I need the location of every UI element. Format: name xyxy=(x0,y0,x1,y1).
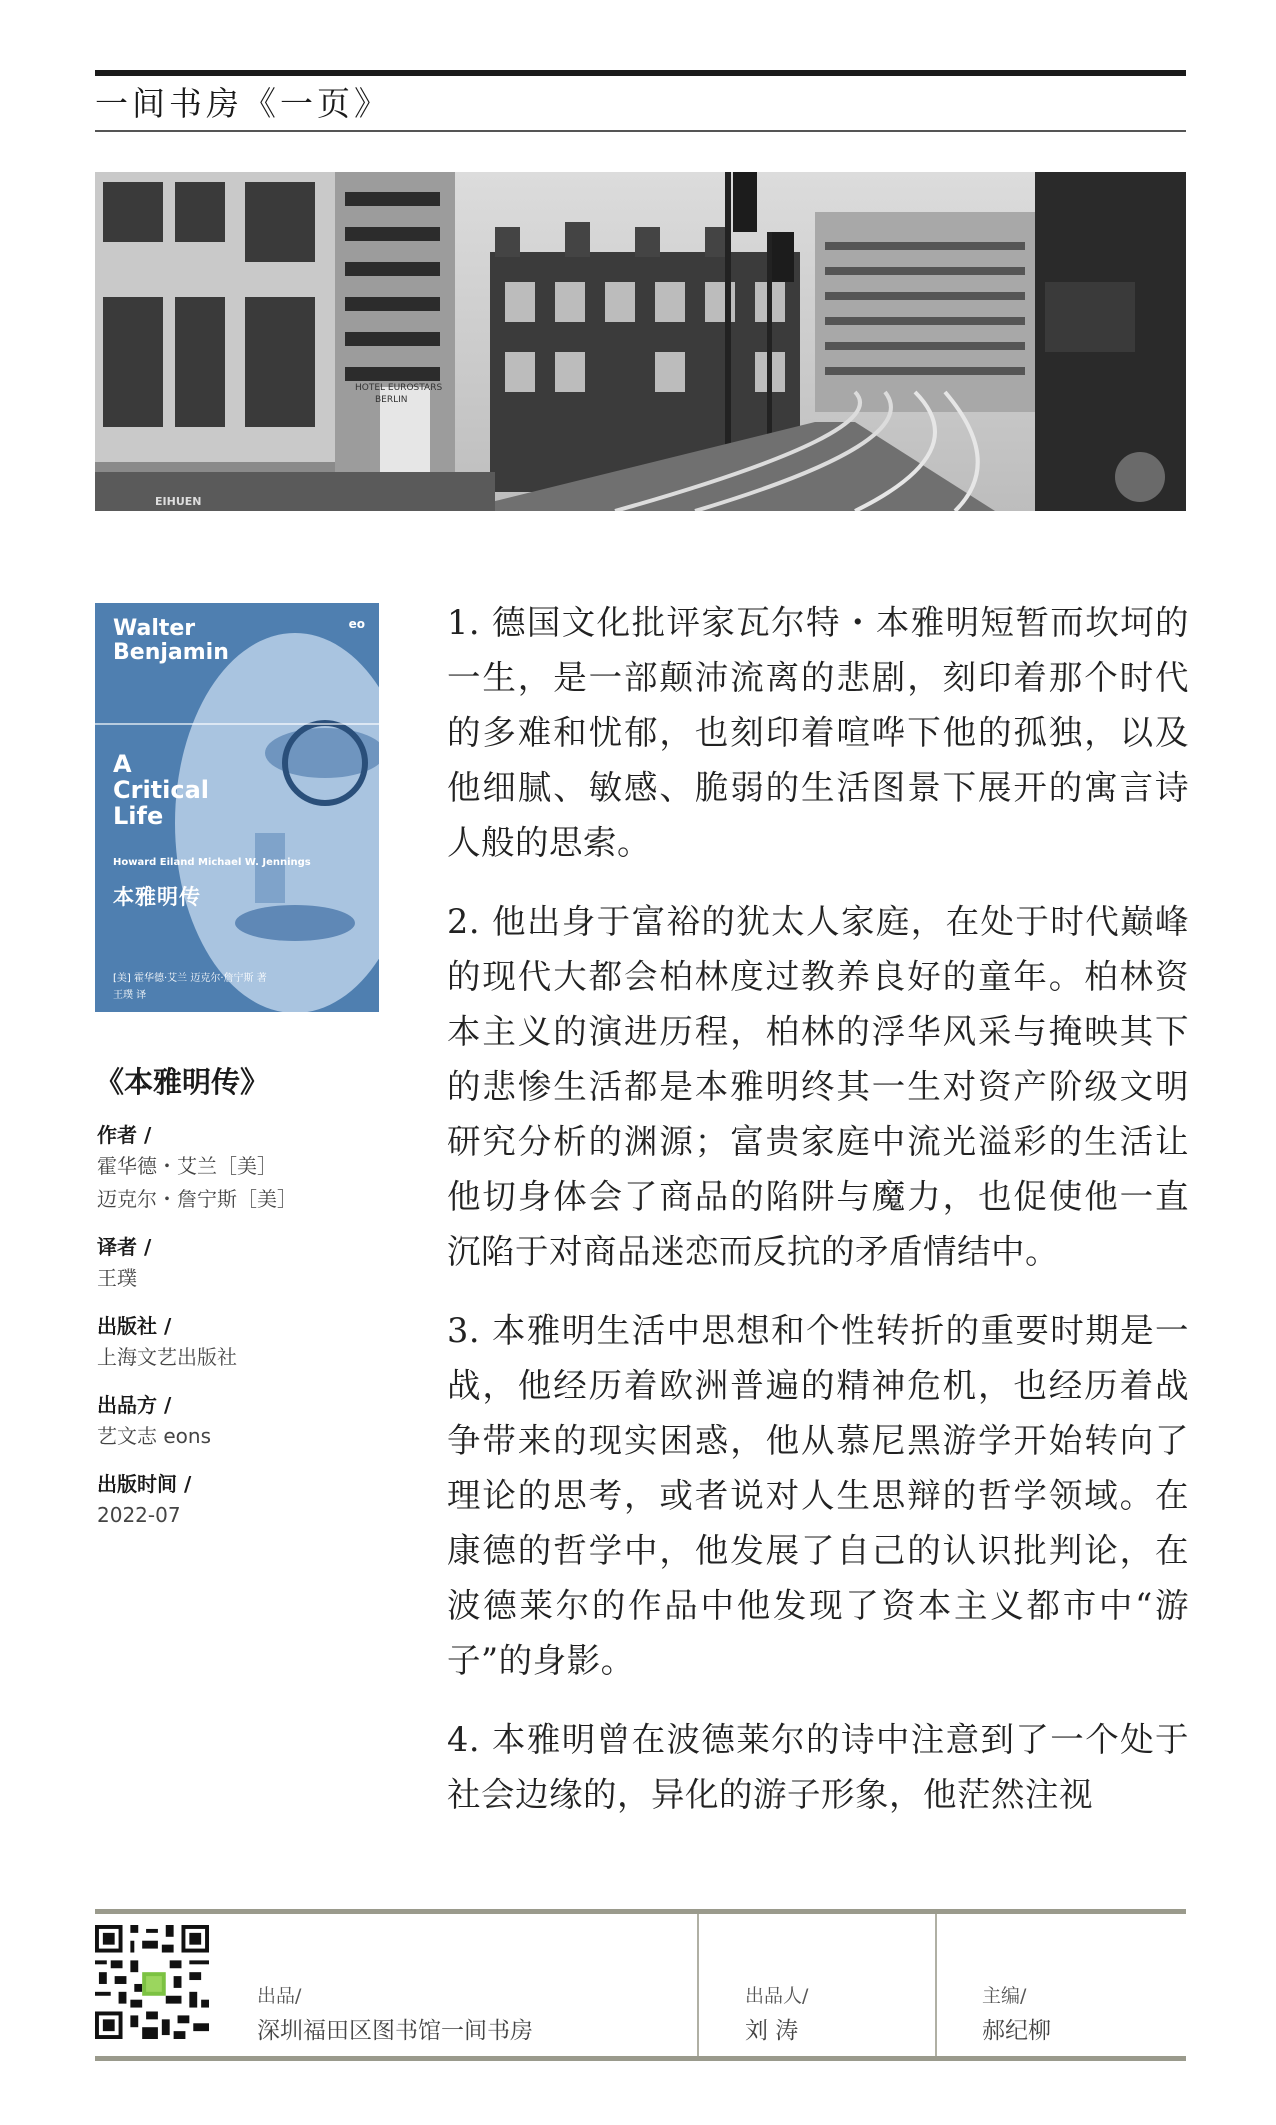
cover-cn-title: 本雅明传 xyxy=(113,885,201,909)
footer-editor-label: 主编/ xyxy=(982,1985,1027,2007)
cover-publisher-logo: eo xyxy=(348,617,365,631)
meta-translator: 译者 / 王璞 xyxy=(97,1235,152,1290)
meta-publisher: 出版社 / 上海文艺出版社 xyxy=(97,1314,237,1369)
footer-producer-value: 深圳福田区图书馆一间书房 xyxy=(257,2018,533,2044)
hotel-sign-city: BERLIN xyxy=(375,395,408,405)
footer-publisher-label: 出品人/ xyxy=(745,1985,809,2007)
footer-editor-value: 郝纪柳 xyxy=(982,2018,1051,2044)
shop-sign: EIHUEN xyxy=(155,495,202,508)
top-rule xyxy=(95,70,1186,76)
qr-code-icon xyxy=(95,1925,209,2039)
hotel-sign: HOTEL EUROSTARS xyxy=(355,383,443,393)
paragraph-3: 3. 本雅明生活中思想和个性转折的重要时期是一战，他经历着欧洲普遍的精神危机，也经历着战争带来的现实困惑，他从慕尼黑游学开始转向了理论的思考，或者说对人生思辩的哲学领域。在康德的哲学中，他发展了自己的认识批判论，在波德莱尔的作品中他发现了资本主义都市中“游子”的身影。 xyxy=(447,1311,1189,1680)
footer-rule-top xyxy=(95,1909,1186,1914)
meta-pub-date: 出版时间 / 2022-07 xyxy=(97,1472,192,1527)
hero-photo xyxy=(95,172,1186,511)
cover-title: A Critical Life xyxy=(113,750,210,830)
footer-divider-1 xyxy=(697,1914,699,2056)
cover-credit-translator: 王璞 译 xyxy=(113,990,147,1001)
book-meta xyxy=(97,1120,397,1548)
footer-divider-2 xyxy=(935,1914,937,2056)
paragraph-4: 4. 本雅明曾在波德莱尔的诗中注意到了一个处于社会边缘的，异化的游子形象，他茫然注视 xyxy=(447,1720,1189,1814)
cover-credit-authors: [美] 霍华德·艾兰 迈克尔·詹宁斯 著 xyxy=(113,973,267,984)
footer-rule-bottom xyxy=(95,2056,1186,2061)
page-title: 一间书房《一页》 xyxy=(95,84,391,123)
article-body xyxy=(447,595,1189,1867)
paragraph-2: 2. 他出身于富裕的犹太人家庭，在处于时代巅峰的现代大都会柏林度过教养良好的童年。柏林资本主义的演进历程，柏林的浮华风采与掩映其下的悲惨生活都是本雅明终其一生对资产阶级文明研究分析的渊源；富贵家庭中流光溢彩的生活让他切身体会了商品的陷阱与魔力，也促使他一直沉陷于对商品迷恋而反抗的矛盾情结中。 xyxy=(447,902,1189,1271)
meta-author: 作者 / 霍华德・艾兰［美］ 迈克尔・詹宁斯［美］ xyxy=(97,1123,297,1211)
meta-producer: 出品方 / 艺文志 eons xyxy=(97,1393,211,1448)
paragraph-1: 1. 德国文化批评家瓦尔特・本雅明短暂而坎坷的一生，是一部颠沛流离的悲剧，刻印着那个时代的多难和忧郁，也刻印着喧哗下他的孤独，以及他细腻、敏感、脆弱的生活图景下展开的寓言诗人般的思索。 xyxy=(447,603,1189,862)
berlin-railway-photo xyxy=(95,172,1186,511)
book-title: 《本雅明传》 xyxy=(95,1065,270,1099)
footer-publisher-value: 刘 涛 xyxy=(745,2018,799,2044)
cover-authors-en: Howard Eiland Michael W. Jennings xyxy=(113,857,311,868)
footer-producer-label: 出品/ xyxy=(257,1985,302,2007)
cover-author: Walter Benjamin xyxy=(113,616,229,665)
book-cover xyxy=(95,603,379,1012)
header-divider xyxy=(95,130,1186,132)
